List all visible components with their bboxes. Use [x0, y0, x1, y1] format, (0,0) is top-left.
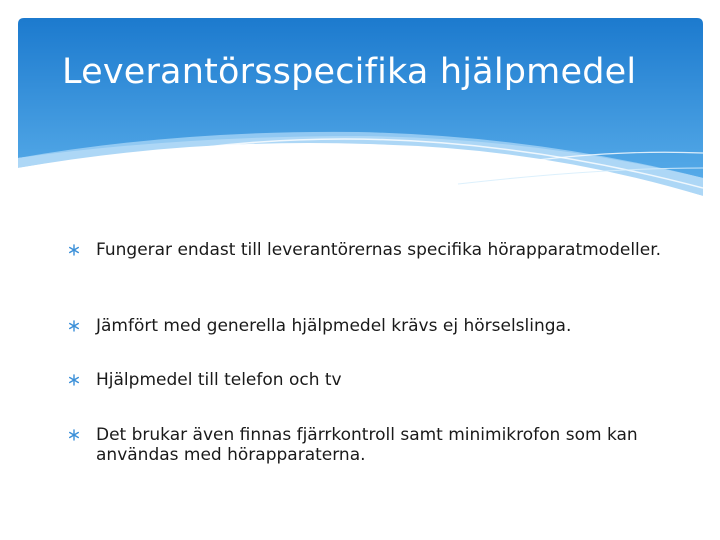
title-banner [18, 18, 703, 218]
asterisk-icon [68, 320, 80, 332]
banner-background [18, 18, 703, 218]
list-item [62, 316, 696, 336]
bullet-text: Jämfört med generella hjälpmedel krävs ej hörselslinga. [96, 316, 572, 336]
asterisk-icon [68, 374, 80, 386]
bullet-text: Hjälpmedel till telefon och tv [96, 370, 342, 390]
bullet-text: Fungerar endast till leverantörernas specifika hörapparatmodeller. [96, 240, 662, 260]
list-item [62, 425, 696, 465]
list-item [62, 240, 696, 260]
asterisk-icon [68, 429, 80, 441]
asterisk-icon [68, 244, 80, 256]
slide-title: Leverantörsspecifika hjälpmedel [62, 52, 637, 92]
list-item [62, 370, 696, 390]
bullet-text: Det brukar även finnas fjärrkontroll samt minimikrofon som kan användas med hörapparaterna. [96, 425, 638, 465]
